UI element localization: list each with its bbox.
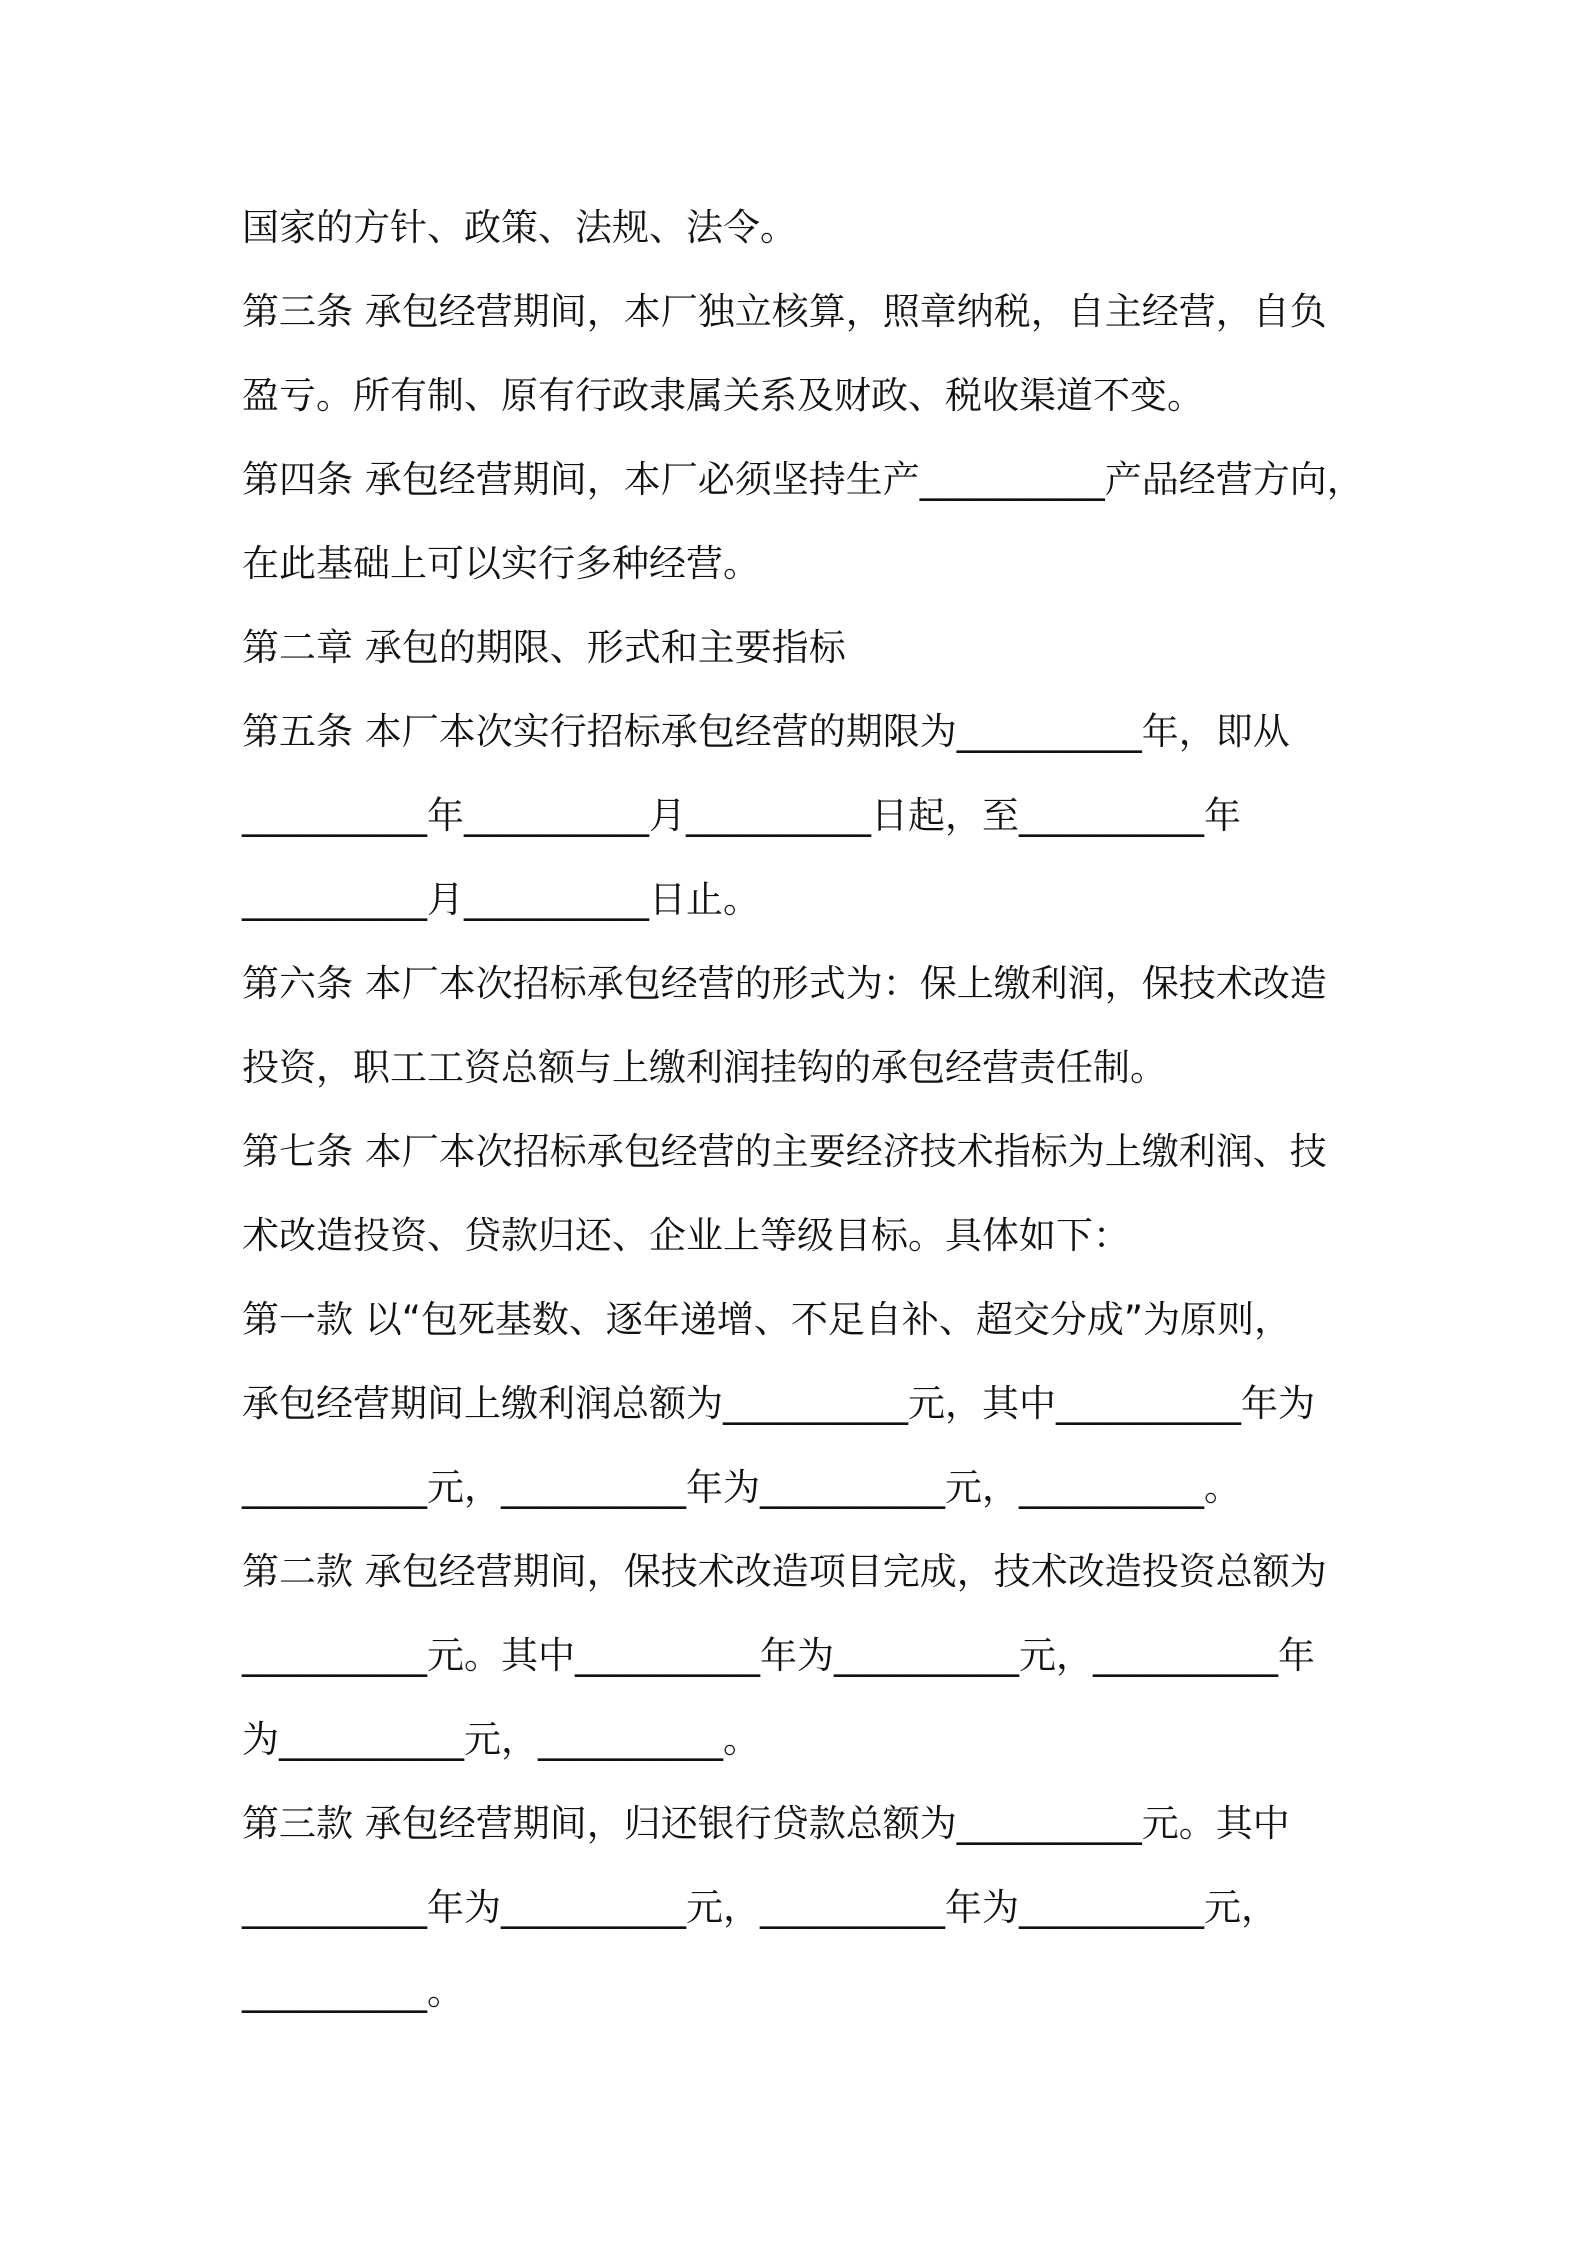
text-line-14: 第一款 以“包死基数、逐年递增、不足自补、超交分成”为原则， — [242, 1298, 1292, 1341]
text-line-2: 第三条 承包经营期间，本厂独立核算，照章纳税，自主经营，自负 — [242, 290, 1327, 333]
text-line-22: __________。 — [242, 1970, 464, 2013]
text-line-16: __________元，__________年为__________元，__________。 — [242, 1466, 1241, 1509]
text-line-13: 术改造投资、贷款归还、企业上等级目标。具体如下： — [242, 1214, 1130, 1257]
text-line-19: 为__________元，__________。 — [242, 1718, 760, 1761]
chapter-heading: 第二章 承包的期限、形式和主要指标 — [242, 626, 846, 669]
text-line-8: __________年__________月__________日起，至__________年 — [242, 794, 1241, 837]
text-line-20: 第三款 承包经营期间，归还银行贷款总额为__________元。其中 — [242, 1802, 1290, 1845]
text-line-21: __________年为__________元，__________年为__________元， — [242, 1886, 1278, 1929]
text-line-15: 承包经营期间上缴利润总额为__________元，其中__________年为 — [242, 1382, 1315, 1425]
text-line-1: 国家的方针、政策、法规、法令。 — [242, 206, 797, 249]
text-line-11: 投资，职工工资总额与上缴利润挂钩的承包经营责任制。 — [242, 1046, 1167, 1089]
text-line-5: 在此基础上可以实行多种经营。 — [242, 542, 760, 585]
text-line-17: 第二款 承包经营期间，保技术改造项目完成，技术改造投资总额为 — [242, 1550, 1327, 1593]
text-line-12: 第七条 本厂本次招标承包经营的主要经济技术指标为上缴利润、技 — [242, 1130, 1327, 1173]
text-line-4: 第四条 承包经营期间，本厂必须坚持生产__________产品经营方向， — [242, 458, 1364, 501]
text-line-9: __________月__________日止。 — [242, 878, 760, 921]
text-line-3: 盈亏。所有制、原有行政隶属关系及财政、税收渠道不变。 — [242, 374, 1204, 417]
text-line-18: __________元。其中__________年为__________元，__________年 — [242, 1634, 1315, 1677]
text-line-10: 第六条 本厂本次招标承包经营的形式为：保上缴利润，保技术改造 — [242, 962, 1327, 1005]
text-line-7: 第五条 本厂本次实行招标承包经营的期限为__________年，即从 — [242, 710, 1290, 753]
